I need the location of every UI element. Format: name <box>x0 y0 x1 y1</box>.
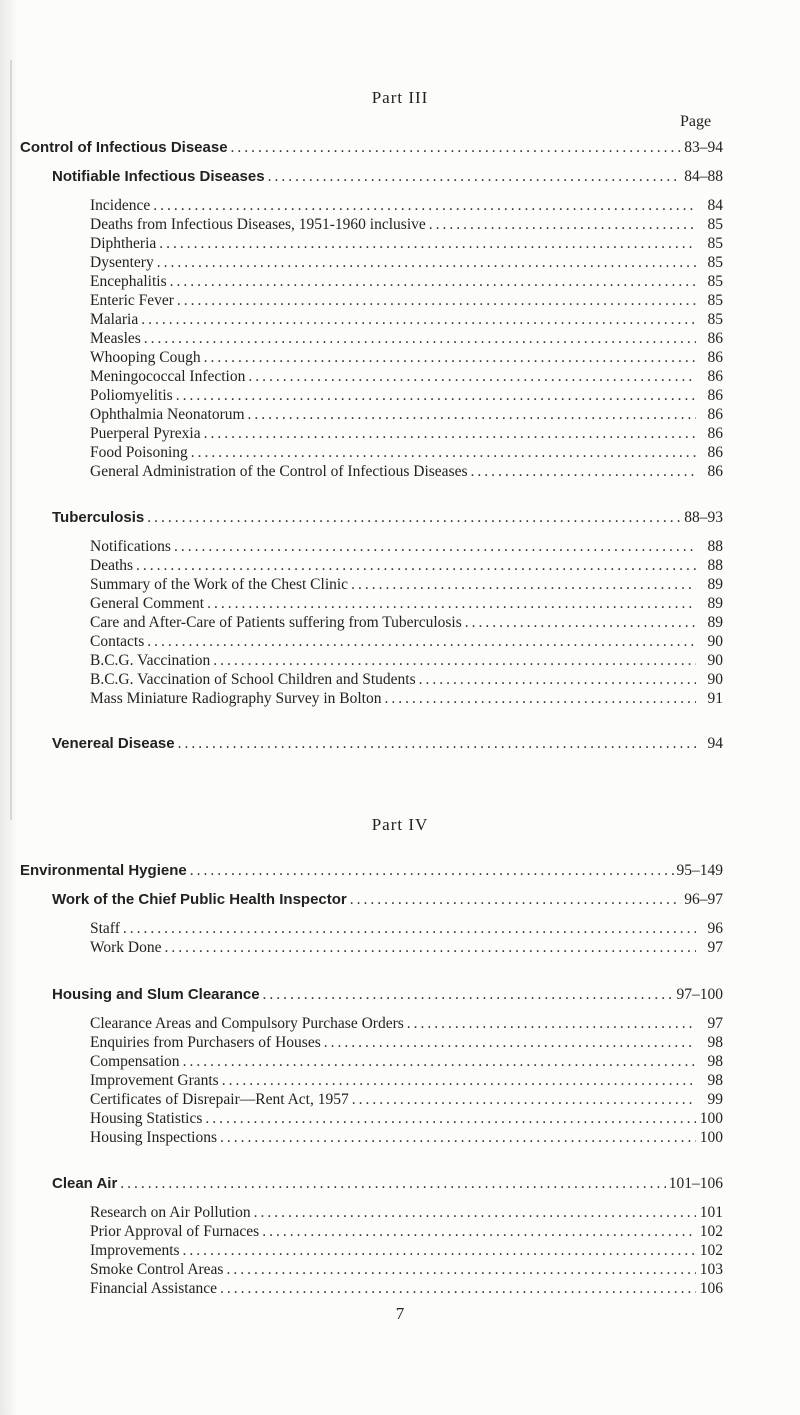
leader-dots <box>190 861 674 880</box>
toc-entry-notifiable-infectious-diseases: Notifiable Infectious Diseases ..... 84–88 <box>52 167 723 186</box>
leader-dots <box>141 310 696 329</box>
leader-dots <box>176 386 696 405</box>
toc-entry: Staff ..... 96 <box>90 919 723 938</box>
leader-dots <box>419 670 696 689</box>
toc-entry-clean-air: Clean Air ..... 101–106 <box>52 1174 723 1193</box>
toc-entry: General Administration of the Control of Infectious Diseases ..... 86 <box>90 462 723 481</box>
leader-dots <box>183 1241 696 1260</box>
toc-entry-environmental-hygiene: Environmental Hygiene ..... 95–149 <box>20 861 723 880</box>
leader-dots <box>205 1109 696 1128</box>
toc-entry: B.C.G. Vaccination ..... 90 <box>90 651 723 670</box>
leader-dots <box>204 348 696 367</box>
leader-dots <box>351 575 696 594</box>
toc-entry: Smoke Control Areas ..... 103 <box>90 1260 723 1279</box>
toc-entry: Summary of the Work of the Chest Clinic ..... 89 <box>90 575 723 594</box>
leader-dots <box>248 367 696 386</box>
leader-dots <box>407 1014 696 1033</box>
toc-entry: Measles ..... 86 <box>90 329 723 348</box>
leader-dots <box>263 985 674 1004</box>
toc-entry: Improvement Grants ..... 98 <box>90 1071 723 1090</box>
leader-dots <box>174 537 696 556</box>
leader-dots <box>352 1090 696 1109</box>
leader-dots <box>268 167 682 186</box>
toc-entry: Poliomyelitis ..... 86 <box>90 386 723 405</box>
toc-entry: Deaths from Infectious Diseases, 1951-1960 inclusive ..... 85 <box>90 215 723 234</box>
toc-entry: Incidence ..... 84 <box>90 196 723 215</box>
leader-dots <box>222 1071 696 1090</box>
scan-edge <box>0 0 18 1415</box>
leader-dots <box>220 1279 696 1298</box>
toc-entry: General Comment ..... 89 <box>90 594 723 613</box>
leader-dots <box>159 234 696 253</box>
leader-dots <box>248 405 696 424</box>
leader-dots <box>207 594 696 613</box>
leader-dots <box>350 890 681 909</box>
leader-dots <box>178 734 696 753</box>
toc-entry: Compensation ..... 98 <box>90 1052 723 1071</box>
toc-entry: Encephalitis ..... 85 <box>90 272 723 291</box>
page-column-label: Page <box>680 113 712 130</box>
toc-entry: Diphtheria ..... 85 <box>90 234 723 253</box>
toc-entry: Certificates of Disrepair—Rent Act, 1957 ..... 99 <box>90 1090 723 1109</box>
toc-entry: Mass Miniature Radiography Survey in Bolton ..... 91 <box>90 689 723 708</box>
leader-dots <box>183 1052 696 1071</box>
toc-entry: B.C.G. Vaccination of School Children and Students ..... 90 <box>90 670 723 689</box>
toc-entry: Clearance Areas and Compulsory Purchase Orders ..... 97 <box>90 1014 723 1033</box>
toc-entry: Notifications ..... 88 <box>90 537 723 556</box>
leader-dots <box>471 462 696 481</box>
toc-entry: Food Poisoning ..... 86 <box>90 443 723 462</box>
leader-dots <box>465 613 696 632</box>
leader-dots <box>123 919 696 938</box>
toc-entry: Work Done ..... 97 <box>90 938 723 957</box>
leader-dots <box>153 196 696 215</box>
toc-entry: Enteric Fever ..... 85 <box>90 291 723 310</box>
toc-entry: Meningococcal Infection ..... 86 <box>90 367 723 386</box>
toc-entry: Contacts ..... 90 <box>90 632 723 651</box>
leader-dots <box>147 632 696 651</box>
leader-dots <box>136 556 696 575</box>
leader-dots <box>213 651 696 670</box>
toc-entry-housing-and-slum-clearance: Housing and Slum Clearance ..... 97–100 <box>52 985 723 1004</box>
leader-dots <box>144 329 696 348</box>
leader-dots <box>147 508 681 527</box>
leader-dots <box>177 291 696 310</box>
toc-entry: Malaria ..... 85 <box>90 310 723 329</box>
toc-entry: Housing Statistics ..... 100 <box>90 1109 723 1128</box>
leader-dots <box>262 1222 696 1241</box>
toc-entry-control-of-infectious-disease: Control of Infectious Disease ..... 83–94 <box>20 138 723 157</box>
toc-entry: Housing Inspections ..... 100 <box>90 1128 723 1147</box>
toc-entry: Dysentery ..... 85 <box>90 253 723 272</box>
leader-dots <box>429 215 696 234</box>
leader-dots <box>191 443 696 462</box>
leader-dots <box>384 689 696 708</box>
toc-entry: Care and After-Care of Patients suffering from Tuberculosis ..... 89 <box>90 613 723 632</box>
toc-entry: Financial Assistance ..... 106 <box>90 1279 723 1298</box>
toc-entry: Whooping Cough ..... 86 <box>90 348 723 367</box>
toc-entry: Research on Air Pollution ..... 101 <box>90 1203 723 1222</box>
toc-entry: Deaths ..... 88 <box>90 556 723 575</box>
toc-entry-tuberculosis: Tuberculosis ..... 88–93 <box>52 508 723 527</box>
toc-entry: Prior Approval of Furnaces ..... 102 <box>90 1222 723 1241</box>
leader-dots <box>120 1174 665 1193</box>
leader-dots <box>165 938 697 957</box>
page-number: 7 <box>395 1304 405 1323</box>
leader-dots <box>220 1128 696 1147</box>
part-iv-heading: Part IV <box>371 815 429 834</box>
toc-entry: Puerperal Pyrexia ..... 86 <box>90 424 723 443</box>
toc-entry-work-of-chief-public-health-inspector: Work of the Chief Public Health Inspector ..... 96–97 <box>52 890 723 909</box>
toc-entry: Ophthalmia Neonatorum ..... 86 <box>90 405 723 424</box>
leader-dots <box>170 272 696 291</box>
leader-dots <box>231 138 682 157</box>
leader-dots <box>204 424 696 443</box>
leader-dots <box>254 1203 696 1222</box>
leader-dots <box>324 1033 696 1052</box>
toc-entry-venereal-disease: Venereal Disease ..... 94 <box>52 734 723 753</box>
toc-entry: Improvements ..... 102 <box>90 1241 723 1260</box>
part-iii-heading: Part III <box>371 88 429 107</box>
leader-dots <box>226 1260 696 1279</box>
leader-dots <box>157 253 696 272</box>
toc-entry: Enquiries from Purchasers of Houses ..... 98 <box>90 1033 723 1052</box>
